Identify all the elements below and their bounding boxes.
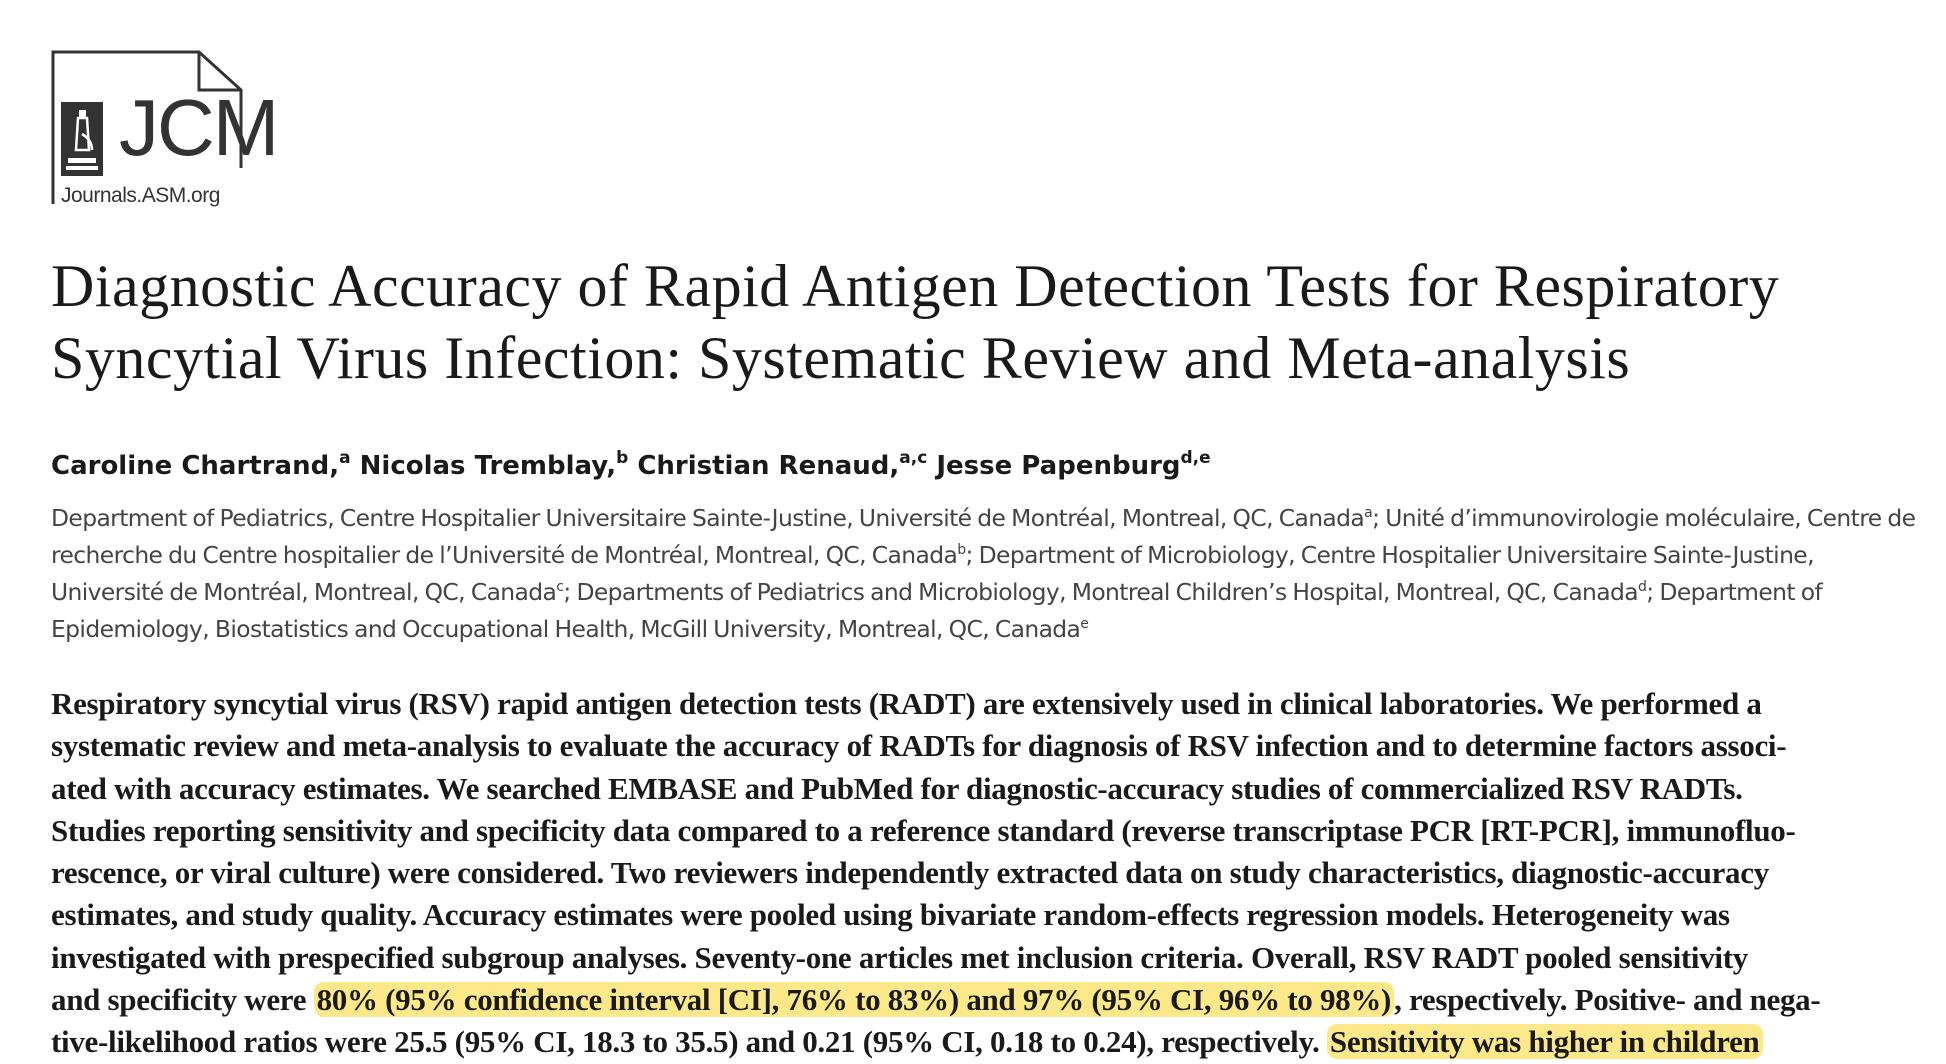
affiliation-text: ; Department of — [1646, 578, 1823, 606]
abstract-line — [51, 1021, 1911, 1063]
affiliation-text: ; Department of Microbiology, Centre Hospitalier Universitaire Sainte-Justine, — [965, 541, 1814, 569]
affiliations — [51, 500, 1916, 648]
abstract — [51, 683, 1911, 1064]
abstract-line: systematic review and meta-analysis to evaluate the accuracy of RADTs for diagnosis of RSV infection and to determine factors associ- — [51, 728, 1787, 764]
abstract-text: tive-likelihood ratios were 25.5 (95% CI, 18.3 to 35.5) and 0.21 (95% CI, 0.18 to 0.24), respectively. — [51, 1024, 1327, 1060]
affiliation-text: ; Unité d’immunovirologie moléculaire, Centre de — [1372, 504, 1916, 532]
journal-name: JCM — [119, 83, 278, 172]
title-line-1: Diagnostic Accuracy of Rapid Antigen Detection Tests for Respiratory — [51, 253, 1780, 319]
affiliation-text: Epidemiology, Biostatistics and Occupational Health, McGill University, Montreal, QC, Canada — [51, 615, 1081, 643]
abstract-line: Respiratory syncytial virus (RSV) rapid antigen detection tests (RADT) are extensively used in clinical laboratories. We performed a — [51, 686, 1762, 721]
author-affiliation-marker: a,c — [899, 448, 928, 468]
author-name: Jesse Papenburg — [936, 451, 1181, 481]
abstract-text: , respectively. Positive- and nega- — [1394, 982, 1821, 1018]
author-name: Caroline Chartrand, — [51, 451, 340, 481]
abstract-line: rescence, or viral culture) were considered. Two reviewers independently extracted data on study characteristics, diagnostic-accuracy — [51, 855, 1769, 891]
author-affiliation-marker: b — [616, 448, 629, 468]
author-name: Christian Renaud, — [637, 451, 900, 481]
abstract-line: ated with accuracy estimates. We searched EMBASE and PubMed for diagnostic-accuracy studies of commercialized RSV RADTs. — [51, 770, 1743, 806]
affiliation-text: Department of Pediatrics, Centre Hospitalier Universitaire Sainte-Justine, Université de Montréal, Montreal, QC, Canada — [51, 504, 1365, 532]
highlighted-text[interactable]: 80% (95% confidence interval [CI], 76% to 83%) and 97% (95% CI, 96% to 98%) — [314, 982, 1394, 1017]
highlighted-text[interactable]: Sensitivity was higher in children — [1327, 1024, 1763, 1059]
affiliation-line — [51, 611, 1913, 648]
affiliation-marker: e — [1080, 616, 1089, 632]
affiliation-text: recherche du Centre hospitalier de l’Université de Montréal, Montreal, QC, Canada — [51, 541, 958, 569]
microscope-icon — [61, 102, 103, 176]
affiliation-marker: c — [556, 579, 564, 595]
affiliation-text: Université de Montréal, Montreal, QC, Canada — [51, 578, 557, 606]
author-affiliation-marker: d,e — [1180, 448, 1211, 468]
abstract-text: and specificity were — [51, 982, 314, 1018]
title-line-2: Syncytial Virus Infection: Systematic Review and Meta-analysis — [51, 325, 1631, 391]
article-title — [51, 250, 1911, 394]
affiliation-marker: b — [957, 542, 966, 558]
author-list — [51, 448, 1911, 484]
affiliation-marker: d — [1638, 579, 1647, 595]
abstract-line: investigated with prespecified subgroup analyses. Seventy-one articles met inclusion criteria. Overall, RSV RADT pooled sensitivity — [51, 939, 1748, 975]
abstract-line: Studies reporting sensitivity and specificity data compared to a reference standard (reverse transcriptase PCR [RT-PCR], immunofluo- — [51, 812, 1796, 848]
abstract-line: estimates, and study quality. Accuracy estimates were pooled using bivariate random-effects regression models. Heterogeneity was — [51, 897, 1730, 933]
author-affiliation-marker: a — [339, 448, 351, 468]
affiliation-line — [51, 537, 1913, 574]
affiliation-marker: a — [1364, 505, 1373, 521]
journal-logo — [51, 50, 291, 210]
affiliation-line — [51, 500, 1916, 537]
abstract-line — [51, 979, 1911, 1021]
affiliation-line — [51, 574, 1913, 611]
author-name: Nicolas Tremblay, — [359, 451, 617, 481]
affiliation-text: ; Departments of Pediatrics and Microbiology, Montreal Children’s Hospital, Montreal, QC, Canada — [563, 578, 1638, 606]
journal-url[interactable]: Journals.ASM.org — [61, 184, 220, 207]
